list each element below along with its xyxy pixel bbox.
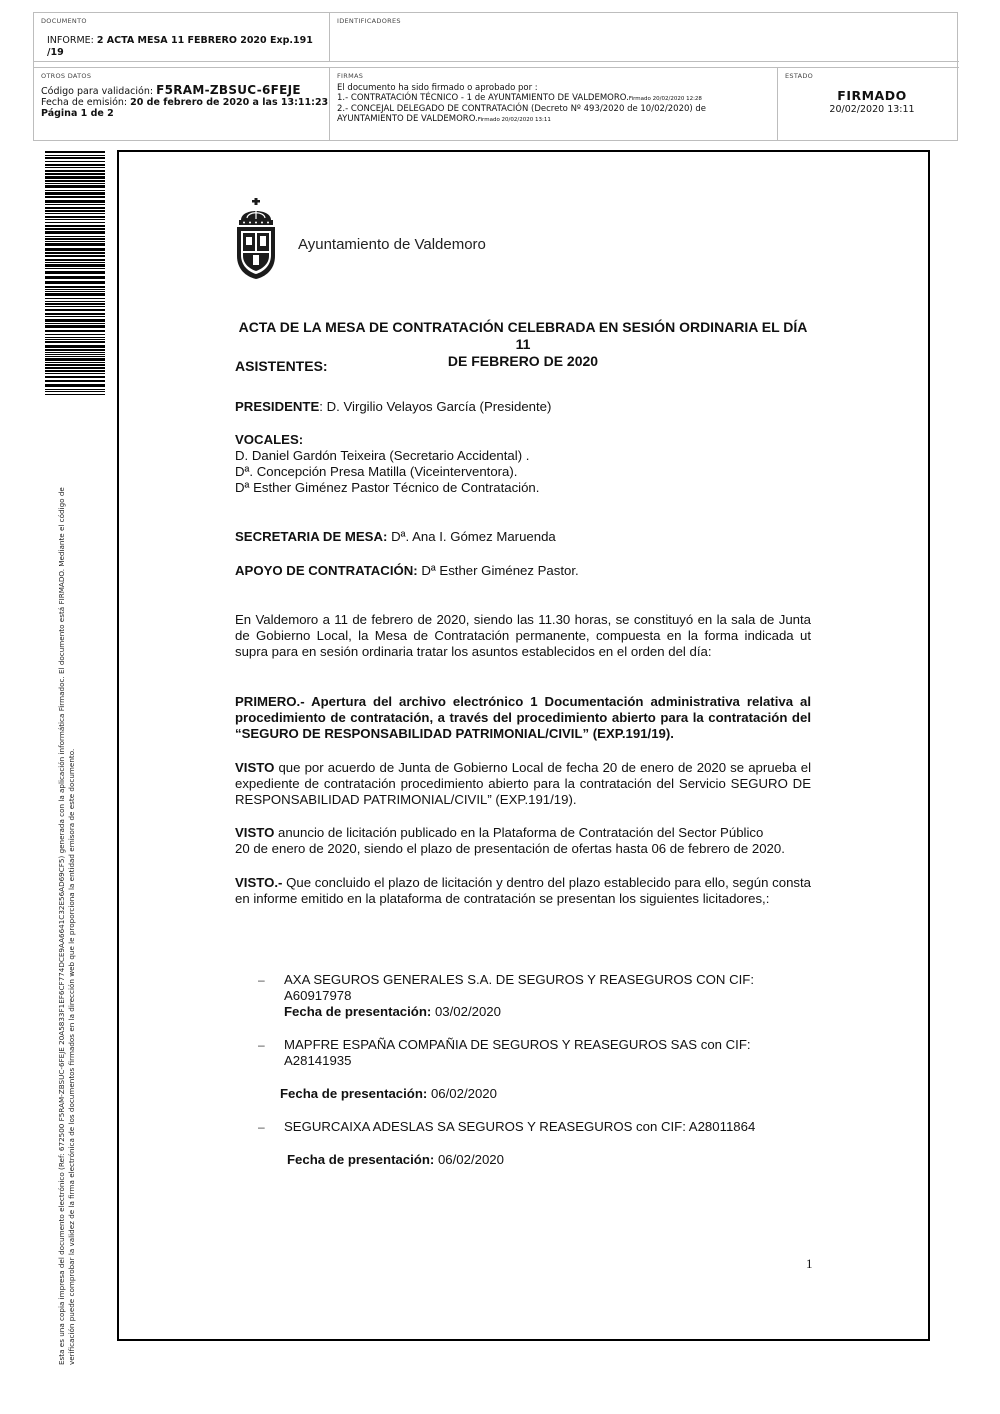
firmas-label: FIRMAS <box>337 72 364 80</box>
barcode-bar <box>45 216 105 218</box>
licitador-2 <box>284 1037 751 1069</box>
asistentes-heading: ASISTENTES: <box>235 358 328 374</box>
licitador-1 <box>284 972 754 1020</box>
barcode-bar <box>45 196 105 198</box>
barcode-bar <box>45 293 105 296</box>
barcode-bar <box>45 228 105 230</box>
barcode-bar <box>45 325 105 328</box>
list-bullet: – <box>258 1120 265 1134</box>
barcode-bar <box>45 238 105 240</box>
secretaria-value: Dª. Ana I. Gómez Maruenda <box>387 529 556 544</box>
barcode-bar <box>45 281 105 284</box>
visto-2-text-b: 20 de enero de 2020, siendo el plazo de presentación de ofertas hasta 06 de febrero de 2020. <box>235 841 785 856</box>
firmas-text <box>337 83 777 125</box>
visto-2-paragraph <box>235 825 811 857</box>
licitador-1-line-1: AXA SEGUROS GENERALES S.A. DE SEGUROS Y REASEGUROS CON CIF: <box>284 972 754 987</box>
intro-paragraph: En Valdemoro a 11 de febrero de 2020, siendo las 11.30 horas, se constituyó en la sala de Junta de Gobierno Local, la Mesa de Contratación permanente, compuesta en la forma indicada ut supra para en sesión ordinaria tratar los asuntos establecidos en el orden del día: <box>235 612 811 659</box>
barcode-bar <box>45 356 105 357</box>
barcode-bar <box>45 241 105 242</box>
barcode-bar <box>45 236 105 237</box>
barcode-bar <box>45 380 105 382</box>
firma-1-date: Firmado 20/02/2020 12:28 <box>628 96 702 102</box>
barcode-bar <box>45 337 105 338</box>
presidente-value: : D. Virgilio Velayos García (Presidente) <box>319 399 552 414</box>
barcode-bar <box>45 248 105 251</box>
visto-3-label: VISTO.- <box>235 875 283 890</box>
barcode-bar <box>45 330 105 332</box>
licitador-3-line-1: SEGURCAIXA ADESLAS SA SEGUROS Y REASEGUROS con CIF: A28011864 <box>284 1119 756 1134</box>
firma-1-text: 1.- CONTRATACIÓN TÉCNICO - 1 de AYUNTAMIENTO DE VALDEMORO. <box>337 93 629 103</box>
barcode-bar <box>45 389 105 390</box>
otros-datos-label: OTROS DATOS <box>41 72 92 80</box>
visto-1-label: VISTO <box>235 760 275 775</box>
visto-3-text: Que concluido el plazo de licitación y dentro del plazo establecido para ello, según consta en informe emitido en la plataforma de contratación se presentan los siguientes licitadores,: <box>235 875 811 906</box>
licitador-2-line-1: MAPFRE ESPAÑA COMPAÑIA DE SEGUROS Y REASEGUROS SAS con CIF: <box>284 1037 751 1052</box>
codigo-validacion <box>41 85 329 97</box>
barcode-bar <box>45 309 105 311</box>
barcode-bar <box>45 339 105 340</box>
documento-label: DOCUMENTO <box>41 17 87 25</box>
secretaria-label: SECRETARIA DE MESA: <box>235 529 388 544</box>
title-line-2: DE FEBRERO DE 2020 <box>447 353 599 369</box>
side-text-line-2: verificación puede comprobar la validez de la firma electrónica de los documentos firmados en la dirección web que le proporciona la entidad emisora de este documento. <box>67 748 76 1365</box>
informe-text <box>41 35 317 59</box>
barcode-bar <box>45 298 105 299</box>
barcode-bar <box>45 255 105 257</box>
side-text-line-1: Esta es una copia impresa del documento electrónico (Ref: 672500 F5RAM-ZBSUC-6FEJE 20A5833F1EF6CF774DCE9AA6641C32E56AD69CF5) generada con la aplicación informática Firmadoc. El documento está FIRMADO. Mediante el código de <box>57 487 66 1365</box>
licitador-1-fecha-value: 03/02/2020 <box>431 1004 501 1019</box>
barcode-bar <box>45 394 105 395</box>
barcode-bar <box>45 289 105 290</box>
pagina-info: Página 1 de 2 <box>41 108 114 119</box>
firmas-intro: El documento ha sido firmado o aprobado por : <box>337 83 538 93</box>
barcode-bar <box>45 200 105 203</box>
licitador-1-line-2: A60917978 <box>284 988 352 1003</box>
barcode-bar <box>45 352 105 353</box>
barcode-bar <box>45 291 105 292</box>
licitador-3-fecha <box>287 1152 504 1168</box>
fecha-label: Fecha de presentación: <box>284 1004 432 1019</box>
identificadores-cell <box>330 13 959 62</box>
visto-3-paragraph <box>235 875 811 907</box>
barcode-bar <box>45 180 105 182</box>
codigo-label: Código para validación: <box>41 86 157 97</box>
barcode-bar <box>45 376 105 378</box>
barcode-bar <box>45 341 105 343</box>
firma-2: 2.- CONCEJAL DELEGADO DE CONTRATACIÓN (Decreto Nº 493/2020 de 10/02/2020) de <box>337 104 707 114</box>
barcode-bar <box>45 231 105 234</box>
barcode-bar <box>45 319 105 322</box>
barcode-bar <box>45 164 105 166</box>
informe-prefix: INFORME: <box>47 35 97 46</box>
fecha-label: Fecha de presentación: <box>287 1152 435 1167</box>
licitador-3-fecha-value: 06/02/2020 <box>434 1152 504 1167</box>
barcode-bar <box>45 219 105 220</box>
barcode-bar <box>45 204 105 205</box>
barcode-bar <box>45 306 105 307</box>
barcode-bar <box>45 157 105 159</box>
barcode-bar <box>45 345 105 348</box>
licitador-2-line-2: A28141935 <box>284 1053 352 1068</box>
barcode-bar <box>45 167 105 168</box>
barcode-bar <box>45 210 105 212</box>
firma-2-date: Firmado 20/02/2020 13:11 <box>477 117 551 123</box>
estado-cell <box>778 67 959 141</box>
firmas-cell <box>330 67 778 141</box>
visto-2-text-a: anuncio de licitación publicado en la Plataforma de Contratación del Sector Público <box>274 825 764 840</box>
secretaria-line <box>235 529 811 545</box>
presidente-label: PRESIDENTE <box>235 399 320 414</box>
barcode-bar <box>45 225 105 227</box>
licitador-3 <box>284 1119 755 1135</box>
firma-2-text-b: AYUNTAMIENTO DE VALDEMORO. <box>337 114 478 124</box>
document-header <box>33 12 958 141</box>
informe-value-2: /19 <box>47 47 64 58</box>
barcode-bar <box>45 367 105 369</box>
barcode-bar <box>45 173 105 175</box>
barcode-bar <box>45 362 105 363</box>
firma-1 <box>337 93 777 104</box>
vocal-2: Dª. Concepción Presa Matilla (Viceinterventora). <box>235 464 518 479</box>
barcode-bar <box>45 264 105 267</box>
informe-value: 2 ACTA MESA 11 FEBRERO 2020 Exp.191 <box>96 35 313 46</box>
barcode-bar <box>45 349 105 351</box>
barcode-bar <box>45 384 105 387</box>
barcode-bar <box>45 286 105 288</box>
licitador-2-fecha <box>280 1086 497 1102</box>
visto-1-text: que por acuerdo de Junta de Gobierno Local de fecha 20 de enero de 2020 se aprueba el expediente de contratación procedimiento abierto para la contratación del Servicio SEGURO DE RESPONSABILIDAD PATRIMONIAL/CIVIL” (EXP.191/19). <box>235 760 811 807</box>
barcode-bar <box>45 370 105 372</box>
visto-2-label: VISTO <box>235 825 275 840</box>
barcode-bar <box>45 176 105 179</box>
visto-1-paragraph <box>235 760 811 808</box>
documento-cell <box>34 13 330 62</box>
ayuntamiento-name: Ayuntamiento de Valdemoro <box>298 236 486 253</box>
barcode-bar <box>45 259 105 261</box>
barcode-bar <box>45 161 105 162</box>
firma-2-b <box>337 114 777 125</box>
apoyo-label: APOYO DE CONTRATACIÓN: <box>235 563 418 578</box>
barcode-bar <box>45 303 105 305</box>
barcode-bar <box>45 262 105 263</box>
estado-date: 20/02/2020 13:11 <box>829 104 915 115</box>
barcode-bar <box>45 301 105 302</box>
otros-datos-cell <box>34 67 330 141</box>
barcode-bar <box>45 222 105 223</box>
codigo-value: F5RAM-ZBSUC-6FEJE <box>156 83 301 97</box>
licitador-2-fecha-value: 06/02/2020 <box>427 1086 497 1101</box>
barcode-bar <box>45 313 105 315</box>
estado-label: ESTADO <box>785 72 814 80</box>
barcode-bar <box>45 358 105 361</box>
barcode-bar <box>45 243 105 246</box>
barcode-bar <box>45 252 105 254</box>
coat-of-arms-logo <box>232 198 280 280</box>
barcode-bar <box>45 170 105 172</box>
barcode-bar <box>45 155 105 156</box>
barcode-bar <box>45 373 105 374</box>
presidente-line <box>235 399 811 415</box>
barcode-bar <box>45 391 105 392</box>
barcode-bar <box>45 276 105 279</box>
vocal-1: D. Daniel Gardón Teixeira (Secretario Accidental) . <box>235 448 530 463</box>
barcode-bar <box>45 190 105 191</box>
vocales-label: VOCALES: <box>235 432 304 447</box>
side-verification-text <box>57 430 80 1365</box>
licitador-1-fecha <box>284 1004 754 1020</box>
vocal-3: Dª Esther Giménez Pastor Técnico de Contratación. <box>235 480 540 495</box>
barcode-bar <box>45 323 105 324</box>
apoyo-value: Dª Esther Giménez Pastor. <box>417 563 579 578</box>
barcode-bar <box>45 183 105 184</box>
barcode-bar <box>45 354 105 355</box>
apoyo-line <box>235 563 811 579</box>
barcode-bar <box>45 271 105 274</box>
barcode <box>45 151 105 399</box>
barcode-bar <box>45 316 105 317</box>
fecha-label: Fecha de presentación: <box>280 1086 428 1101</box>
barcode-bar <box>45 268 105 269</box>
page-number: 1 <box>806 1256 813 1271</box>
barcode-bar <box>45 213 105 214</box>
vocales-block <box>235 432 811 496</box>
fecha-emision-value: 20 de febrero de 2020 a las 13:11:23 <box>130 97 329 108</box>
barcode-bar <box>45 364 105 366</box>
barcode-bar <box>45 192 105 195</box>
title-line-1: ACTA DE LA MESA DE CONTRATACIÓN CELEBRADA EN SESIÓN ORDINARIA EL DÍA 11 <box>238 319 808 352</box>
barcode-bar <box>45 185 105 188</box>
barcode-bar <box>45 207 105 209</box>
barcode-bar <box>45 334 105 335</box>
fecha-emision-label: Fecha de emisión: <box>41 97 131 108</box>
estado-value: FIRMADO <box>837 88 907 103</box>
identificadores-label: IDENTIFICADORES <box>337 17 401 25</box>
list-bullet: – <box>258 973 265 987</box>
barcode-bar <box>45 151 105 153</box>
list-bullet: – <box>258 1038 265 1052</box>
fecha-emision <box>41 97 329 108</box>
primero-paragraph: PRIMERO.- Apertura del archivo electrónico 1 Documentación administrativa relativa al procedimiento de contratación, a través del procedimiento abierto para la contratación del “SEGURO DE RESPONSABILIDAD PATRIMONIAL/CIVIL” (EXP.191/19). <box>235 694 811 741</box>
